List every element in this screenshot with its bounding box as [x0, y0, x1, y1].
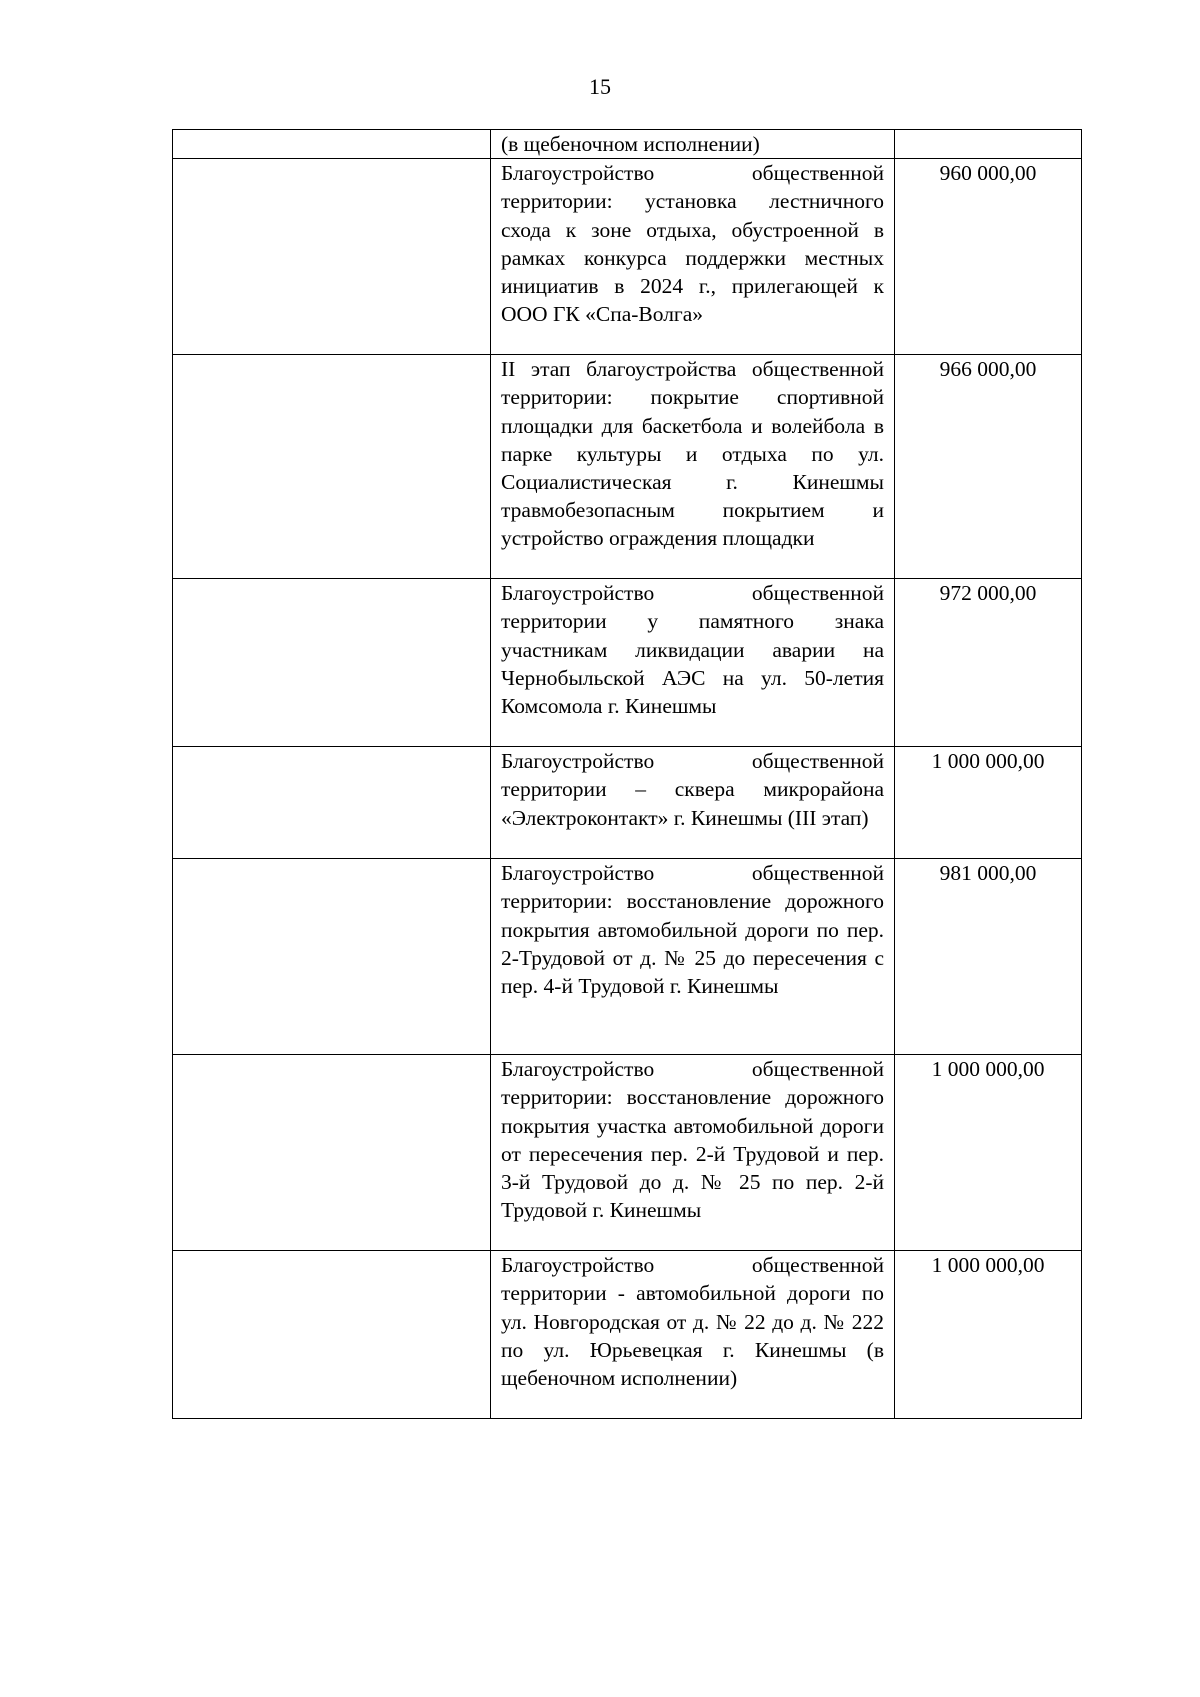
table-cell-empty: [173, 579, 491, 747]
table-cell-empty: [173, 159, 491, 355]
table-cell-empty: [173, 355, 491, 579]
table-cell-empty: [173, 130, 491, 159]
table-cell-description: Благоустройство общественной территории – сквера микрорайона «Электроконтакт» г. Кинешмы (III этап): [491, 747, 895, 859]
table-row: [173, 747, 1082, 859]
table-cell-description: Благоустройство общественной территории: восстановление дорожного покрытия автомобильной дороги по пер. 2-Трудовой от д. № 25 до пересечения с пер. 4-й Трудовой г. Кинешмы: [491, 859, 895, 1055]
table-cell-description: Благоустройство общественной территории - автомобильной дороги по ул. Новгородская от д. № 22 до д. № 222 по ул. Юрьевецкая г. Кинешмы (в щебеночном исполнении): [491, 1251, 895, 1419]
page-number: 15: [589, 74, 611, 99]
table-cell-amount: 981 000,00: [895, 859, 1082, 1055]
table-cell-description: Благоустройство общественной территории: восстановление дорожного покрытия участка автомобильной дороги от пересечения пер. 2-й Трудовой и пер. 3-й Трудовой до д. № 25 по пер. 2-й Трудовой г. Кинешмы: [491, 1055, 895, 1251]
table-row: [173, 130, 1082, 159]
table-cell-amount: 960 000,00: [895, 159, 1082, 355]
table-cell-amount: 972 000,00: [895, 579, 1082, 747]
table-row: [173, 1251, 1082, 1419]
table-cell-empty: [173, 747, 491, 859]
table-cell-empty: [173, 859, 491, 1055]
table-row: [173, 859, 1082, 1055]
budget-table: [172, 129, 1082, 1419]
table-cell-description: Благоустройство общественной территории у памятного знака участникам ликвидации аварии на Чернобыльской АЭС на ул. 50-летия Комсомола г. Кинешмы: [491, 579, 895, 747]
table-cell-empty: [173, 1251, 491, 1419]
table-cell-amount: [895, 130, 1082, 159]
table-cell-amount: 1 000 000,00: [895, 1055, 1082, 1251]
table-row: [173, 579, 1082, 747]
table-cell-description: II этап благоустройства общественной территории: покрытие спортивной площадки для баскетбола и волейбола в парке культуры и отдыха по ул. Социалистическая г. Кинешмы травмобезопасным покрытием и устройство ограждения площадки: [491, 355, 895, 579]
table-cell-description: Благоустройство общественной территории: установка лестничного схода к зоне отдыха, обустроенной в рамках конкурса поддержки местных инициатив в 2024 г., прилегающей к ООО ГК «Спа-Волга»: [491, 159, 895, 355]
table-cell-empty: [173, 1055, 491, 1251]
table-cell-amount: 1 000 000,00: [895, 747, 1082, 859]
table-cell-amount: 966 000,00: [895, 355, 1082, 579]
table-cell-amount: 1 000 000,00: [895, 1251, 1082, 1419]
table-row: [173, 159, 1082, 355]
table-cell-description: (в щебеночном исполнении): [491, 130, 895, 159]
table-row: [173, 355, 1082, 579]
table-row: [173, 1055, 1082, 1251]
